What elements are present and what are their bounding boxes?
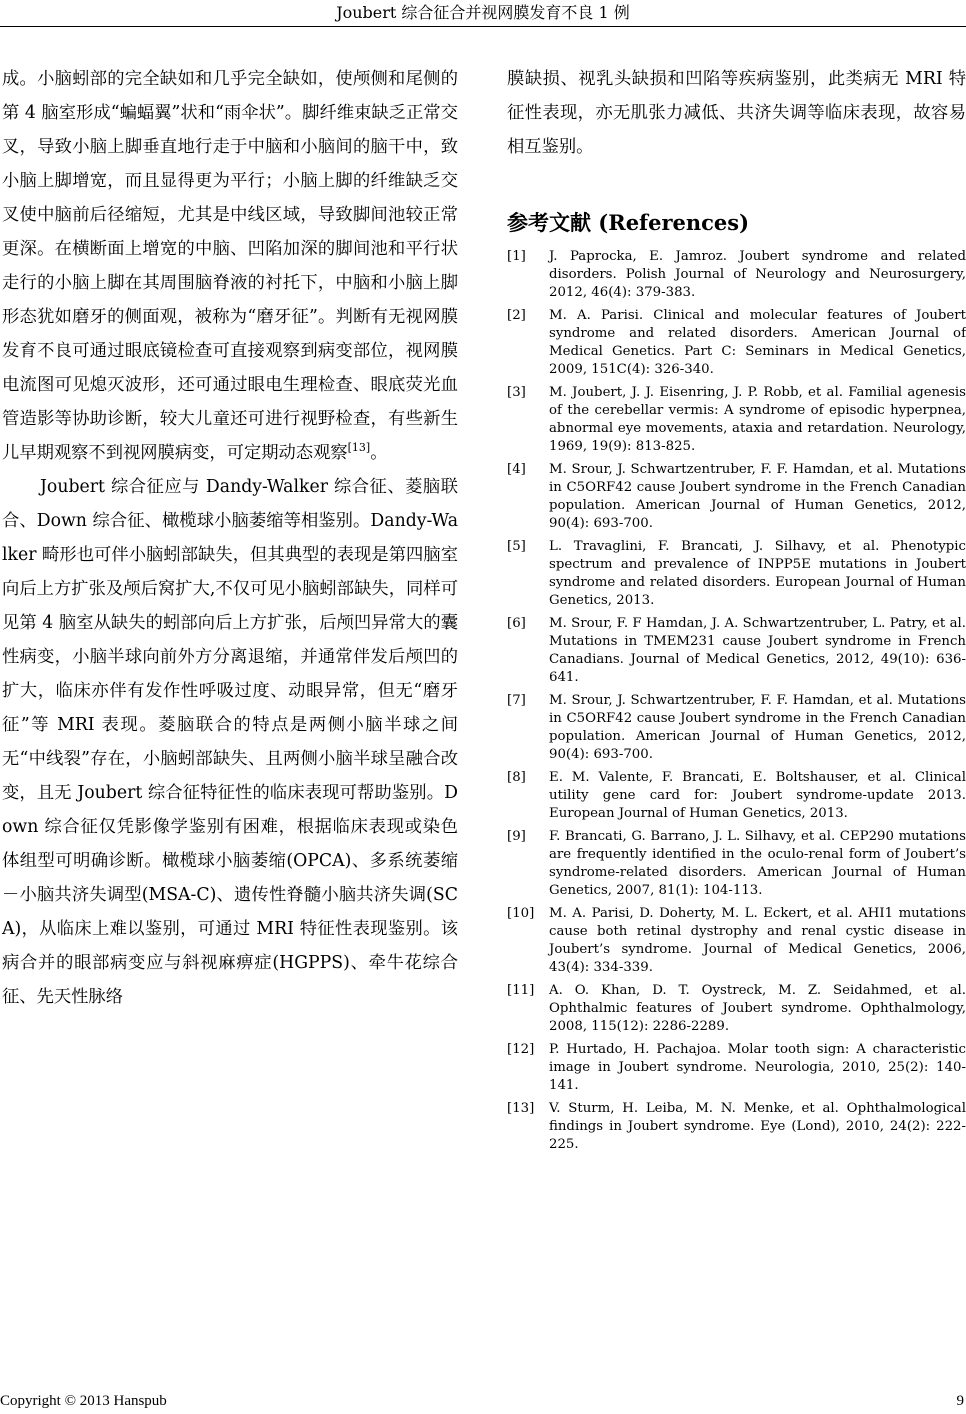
running-header: Joubert 综合征合并视网膜发育不良 1 例 (336, 3, 630, 22)
reference-item (507, 905, 966, 977)
reference-item (507, 615, 966, 687)
body-paragraph (2, 62, 458, 470)
reference-item (507, 1100, 966, 1154)
right-column (507, 62, 966, 1159)
body-paragraph: 膜缺损、视乳头缺损和凹陷等疾病鉴别，此类病无 MRI 特征性表现，亦无肌张力减低、共济失调等临床表现，故容易相互鉴别。 (507, 69, 966, 157)
reference-text: V. Sturm, H. Leiba, M. N. Menke, et al. Ophthalmological findings in Joubert syndrome. Eye (Lond), 2010, 24(2): 222-225. (549, 1101, 966, 1152)
footer-page-number: 9 (956, 1393, 964, 1409)
reference-item (507, 248, 966, 302)
reference-text: P. Hurtado, H. Pachajoa. Molar tooth sign: A characteristic image in Joubert syndrome. Neurologia, 2010, 25(2): 140-141. (549, 1042, 966, 1093)
reference-number: [9] (507, 829, 526, 844)
reference-number: [8] (507, 770, 526, 785)
reference-number: [13] (507, 1101, 535, 1116)
footer-copyright: Copyright © 2013 Hanspub (0, 1393, 167, 1409)
reference-item (507, 982, 966, 1036)
reference-number: [2] (507, 308, 526, 323)
reference-number: [1] (507, 249, 526, 264)
reference-item (507, 538, 966, 610)
reference-text: M. Joubert, J. J. Eisenring, J. P. Robb, et al. Familial agenesis of the cerebellar vermis: A syndrome of episodic hyperpnea, abnormal eye movements, ataxia and retardation. Neurology, 1969, 19(9): 813-825. (549, 385, 966, 454)
reference-number: [6] (507, 616, 526, 631)
reference-number: [3] (507, 385, 526, 400)
reference-number: [4] (507, 462, 526, 477)
reference-text: M. Srour, J. Schwartzentruber, F. F. Hamdan, et al. Mutations in C5ORF42 cause Joubert syndrome in the French Canadian population. American Journal of Human Genetics, 2012, 90(4): 693-700. (549, 693, 966, 762)
reference-text: L. Travaglini, F. Brancati, J. Silhavy, et al. Phenotypic spectrum and prevalence of INPP5E mutations in Joubert syndrome and related disorders. European Journal of Human Genetics, 2013. (549, 539, 966, 608)
header-divider (0, 26, 966, 27)
reference-text: M. Srour, J. Schwartzentruber, F. F. Hamdan, et al. Mutations in C5ORF42 cause Joubert syndrome in the French Canadian population. American Journal of Human Genetics, 2012, 90(4): 693-700. (549, 462, 966, 531)
reference-text: M. A. Parisi, D. Doherty, M. L. Eckert, et al. AHI1 mutations cause both retinal dystrophy and renal cystic disease in Joubert’s syndrome. Journal of Medical Genetics, 2006, 43(4): 334-339. (549, 906, 966, 975)
citation-link[interactable]: [13] (347, 441, 371, 455)
reference-text: A. O. Khan, D. T. Oystreck, M. Z. Seidahmed, et al. Ophthalmic features of Joubert syndrome. Ophthalmology, 2008, 115(12): 2286-2289. (549, 983, 966, 1034)
reference-item (507, 769, 966, 823)
paragraph-text: 成。小脑蚓部的完全缺如和几乎完全缺如，使颅侧和尾侧的第 4 脑室形成“蝙蝠翼”状和“雨伞状”。脚纤维束缺乏正常交叉，导致小脑上脚垂直地行走于中脑和小脑间的脑干中，致小脑上脚增宽，而且显得更为平行；小脑上脚的纤维缺乏交叉使中脑前后径缩短，尤其是中线区域，导致脚间池较正常更深。在横断面上增宽的中脑、凹陷加深的脚间池和平行状走行的小脑上脚在其周围脑脊液的衬托下，中脑和小脑上脚形态犹如磨牙的侧面观，被称为“磨牙征”。判断有无视网膜发育不良可通过眼底镜检查可直接观察到病变部位，视网膜电流图可见熄灭波形，还可通过眼电生理检查、眼底荧光血管造影等协助诊断，较大儿童还可进行视野检查，有些新生儿早期观察不到视网膜病变，可定期动态观察 (2, 69, 458, 463)
left-column (2, 62, 458, 1014)
reference-item (507, 1041, 966, 1095)
reference-item (507, 828, 966, 900)
reference-list (507, 248, 966, 1154)
reference-text: E. M. Valente, F. Brancati, E. Boltshauser, et al. Clinical utility gene card for: Joubert syndrome-update 2013. European Journal of Human Genetics, 2013. (549, 770, 966, 821)
reference-item (507, 384, 966, 456)
reference-item (507, 692, 966, 764)
references-heading: 参考文献 (References) (507, 210, 750, 235)
reference-text: M. A. Parisi. Clinical and molecular features of Joubert syndrome and related disorders. American Journal of Medical Genetics. Part C: Seminars in Medical Genetics, 2009, 151C(4): 326-340. (549, 308, 966, 377)
reference-text: F. Brancati, G. Barrano, J. L. Silhavy, et al. CEP290 mutations are frequently identified in the oculo-renal form of Joubert’s syndrome-related disorders. American Journal of Human Genetics, 2007, 81(1): 104-113. (549, 829, 966, 898)
reference-number: [12] (507, 1042, 535, 1057)
reference-number: [7] (507, 693, 526, 708)
reference-item (507, 461, 966, 533)
reference-number: [5] (507, 539, 526, 554)
reference-number: [10] (507, 906, 535, 921)
reference-text: J. Paprocka, E. Jamroz. Joubert syndrome and related disorders. Polish Journal of Neurology and Neurosurgery, 2012, 46(4): 379-383. (549, 249, 966, 300)
reference-text: M. Srour, F. F Hamdan, J. A. Schwartzentruber, L. Patry, et al. Mutations in TMEM231 cause Joubert syndrome in French Canadians. Journal of Medical Genetics, 2012, 49(10): 636-641. (549, 616, 966, 685)
reference-item (507, 307, 966, 379)
reference-number: [11] (507, 983, 535, 998)
paragraph-end: 。 (370, 443, 388, 463)
body-paragraph: Joubert 综合征应与 Dandy-Walker 综合征、菱脑联合、Down 综合征、橄榄球小脑萎缩等相鉴别。Dandy-Walker 畸形也可伴小脑蚓部缺失，但其典型的表现是第四脑室向后上方扩张及颅后窝扩大,不仅可见小脑蚓部缺失，同样可见第 4 脑室从缺失的蚓部向后上方扩张，后颅凹异常大的囊性病变，小脑半球向前外方分离退缩，并通常伴发后颅凹的扩大，临床亦伴有发作性呼吸过度、动眼异常，但无“磨牙征”等 MRI 表现。菱脑联合的特点是两侧小脑半球之间无“中线裂”存在，小脑蚓部缺失、且两侧小脑半球呈融合改变，且无 Joubert 综合征特征性的临床表现可帮助鉴别。Down 综合征仅凭影像学鉴别有困难，根据临床表现或染色体组型可明确诊断。橄榄球小脑萎缩(OPCA)、多系统萎缩－小脑共济失调型(MSA-C)、遗传性脊髓小脑共济失调(SCA)，从临床上难以鉴别，可通过 MRI 特征性表现鉴别。该病合并的眼部病变应与斜视麻痹症(HGPPS)、牵牛花综合征、先天性脉络 (2, 477, 458, 1007)
